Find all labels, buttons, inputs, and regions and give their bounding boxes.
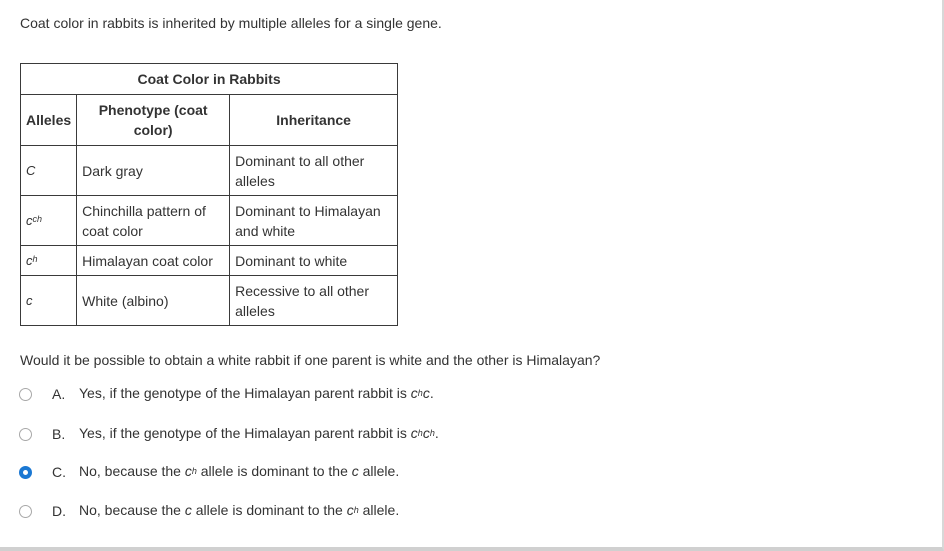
table-row: [21, 146, 398, 196]
option-letter: D.: [52, 503, 66, 519]
option-text: No, because the c allele is dominant to the $c^h$ allele.: [79, 502, 400, 518]
option-text: Yes, if the genotype of the Himalayan parent rabbit is $c^hc^h$.: [79, 425, 439, 441]
table-row: [21, 246, 398, 276]
table-title: Coat Color in Rabbits: [21, 64, 398, 95]
phenotype-cell: Himalayan coat color: [77, 246, 230, 276]
allele-cell: C: [21, 146, 77, 196]
inheritance-cell: Dominant to all other alleles: [230, 146, 398, 196]
phenotype-cell: Dark gray: [77, 146, 230, 196]
header-alleles: Alleles: [21, 95, 77, 146]
allele-cell: $c^h$: [21, 246, 77, 276]
radio-dot: [23, 470, 28, 475]
table-row: [21, 196, 398, 246]
question-text: Would it be possible to obtain a white rabbit if one parent is white and the other is Himalayan?: [20, 352, 601, 368]
option-c[interactable]: [19, 462, 399, 482]
table-row: [21, 276, 398, 326]
option-text: No, because the $c^h$ allele is dominant to the c allele.: [79, 463, 400, 479]
option-b[interactable]: [19, 424, 439, 444]
header-inheritance: Inheritance: [230, 95, 398, 146]
inheritance-cell: Dominant to white: [230, 246, 398, 276]
intro-text: Coat color in rabbits is inherited by multiple alleles for a single gene.: [20, 15, 442, 31]
option-letter: B.: [52, 426, 66, 442]
radio-button-b[interactable]: [19, 428, 32, 441]
option-d[interactable]: [19, 501, 399, 521]
radio-button-a[interactable]: [19, 388, 32, 401]
allele-cell: $c^{ch}$: [21, 196, 77, 246]
option-letter: C.: [52, 464, 66, 480]
header-phenotype: Phenotype (coat color): [77, 95, 230, 146]
radio-button-c-selected[interactable]: [19, 466, 32, 479]
inheritance-cell: Recessive to all other alleles: [230, 276, 398, 326]
phenotype-cell: Chinchilla pattern of coat color: [77, 196, 230, 246]
option-letter: A.: [52, 386, 66, 402]
option-a[interactable]: [19, 384, 434, 404]
coat-color-table: [20, 63, 398, 326]
inheritance-cell: Dominant to Himalayan and white: [230, 196, 398, 246]
allele-cell: c: [21, 276, 77, 326]
option-text: Yes, if the genotype of the Himalayan parent rabbit is $c^hc$.: [79, 385, 434, 401]
phenotype-cell: White (albino): [77, 276, 230, 326]
radio-button-d[interactable]: [19, 505, 32, 518]
